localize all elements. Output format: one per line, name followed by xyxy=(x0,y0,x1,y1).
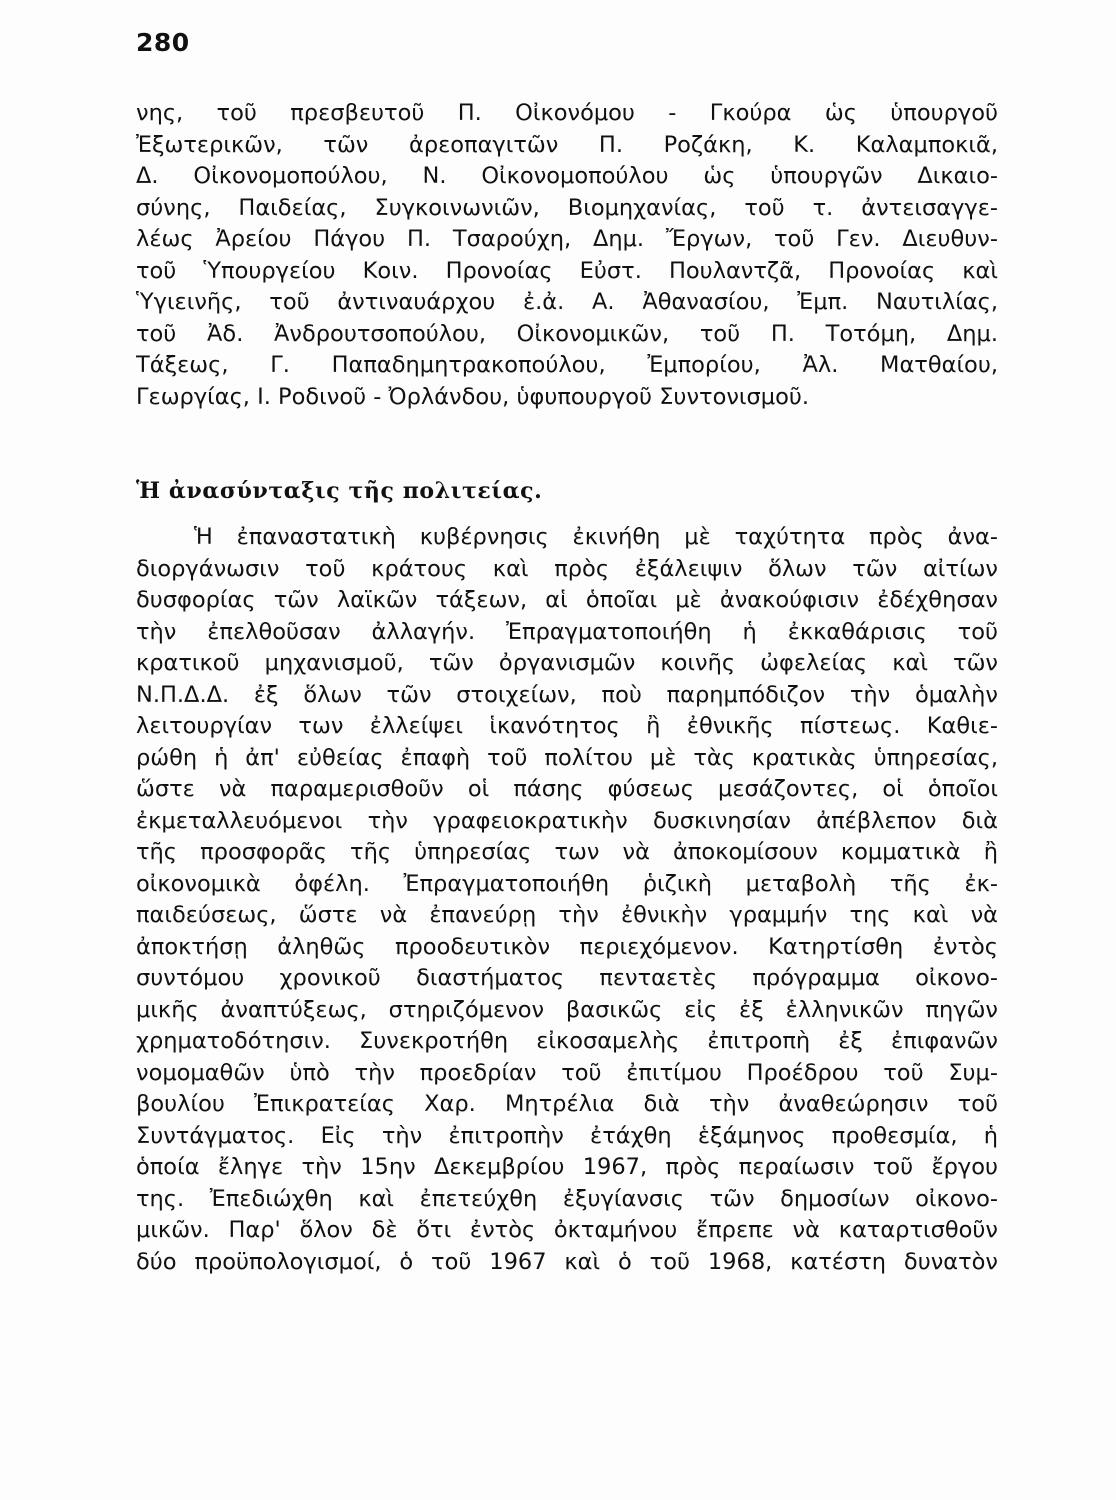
text-line: παιδεύσεως, ὥστε νὰ ἐπανεύρῃ τὴν ἐθνικὴν γραμμήν της καὶ νὰ xyxy=(136,902,998,928)
text-line: κρατικοῦ μηχανισμοῦ, τῶν ὀργανισμῶν κοινῆς ὠφελείας καὶ τῶν xyxy=(136,650,998,676)
text-line: ἀποκτήσῃ ἀληθῶς προοδευτικὸν περιεχόμενον. Κατηρτίσθη ἐντὸς xyxy=(136,933,998,960)
text-line: Ν.Π.Δ.Δ. ἐξ ὅλων τῶν στοιχείων, ποὺ παρημπόδιζον τὴν ὁμαλὴν xyxy=(136,681,998,708)
section-heading: Ἡ ἀνασύνταξις τῆς πολιτείας. xyxy=(136,478,543,504)
text-line: τοῦ Ὑπουργείου Κοιν. Προνοίας Εὐστ. Πουλαντζᾶ, Προνοίας καὶ xyxy=(136,257,998,284)
text-line: Τάξεως, Γ. Παπαδημητρακοπούλου, Ἐμπορίου, Ἀλ. Ματθαίου, xyxy=(136,352,998,378)
text-line: Ἡ ἐπαναστατικὴ κυβέρνησις ἐκινήθη μὲ ταχύτητα πρὸς ἀνα- xyxy=(194,524,998,550)
text-line: οἰκονομικὰ ὀφέλη. Ἐπραγματοποιήθη ῥιζικὴ μεταβολὴ τῆς ἐκ- xyxy=(136,870,998,897)
text-line: ὁποία ἔληγε τὴν 15ην Δεκεμβρίου 1967, πρὸς περαίωσιν τοῦ ἔργου xyxy=(136,1154,998,1180)
text-line: Δ. Οἰκονομοπούλου, Ν. Οἰκονομοπούλου ὡς ὑπουργῶν Δικαιο- xyxy=(136,163,998,189)
text-line: νης, τοῦ πρεσβευτοῦ Π. Οἰκονόμου - Γκούρα ὡς ὑπουργοῦ xyxy=(136,100,998,126)
text-line: λέως Ἀρείου Πάγου Π. Τσαρούχη, Δημ. Ἔργων, τοῦ Γεν. Διευθυν- xyxy=(136,226,998,252)
text-line: της. Ἐπεδιώχθη καὶ ἐπετεύχθη ἐξυγίανσις τῶν δημοσίων οἰκονο- xyxy=(136,1185,998,1212)
text-line: μικῶν. Παρ' ὅλον δὲ ὅτι ἐντὸς ὀκταμήνου ἔπρεπε νὰ καταρτισθοῦν xyxy=(136,1217,998,1243)
text-line: συντόμου χρονικοῦ διαστήματος πενταετὲς πρόγραμμα οἰκονο- xyxy=(136,965,998,991)
paragraph-continued xyxy=(136,98,998,413)
page-number: 280 xyxy=(136,28,190,57)
text-line: σύνης, Παιδείας, Συγκοινωνιῶν, Βιομηχανίας, τοῦ τ. ἀντεισαγγε- xyxy=(136,194,998,221)
text-line: ἐκμεταλλευόμενοι τὴν γραφειοκρατικὴν δυσκινησίαν ἀπέβλεπον διὰ xyxy=(136,807,998,834)
text-line: λειτουργίαν των ἐλλείψει ἱκανότητος ἢ ἐθνικῆς πίστεως. Καθιε- xyxy=(136,713,998,739)
paragraph-main xyxy=(136,522,998,1278)
text-line: χρηματοδότησιν. Συνεκροτήθη εἰκοσαμελὴς ἐπιτροπὴ ἐξ ἐπιφανῶν xyxy=(136,1028,998,1054)
text-line: Ἐξωτερικῶν, τῶν ἀρεοπαγιτῶν Π. Ροζάκη, Κ. Καλαμποκιᾶ, xyxy=(136,131,998,158)
text-line: τὴν ἐπελθοῦσαν ἀλλαγήν. Ἐπραγματοποιήθη ἡ ἐκκαθάρισις τοῦ xyxy=(136,618,998,645)
text-line: τῆς προσφορᾶς τῆς ὑπηρεσίας των νὰ ἀποκομίσουν κομματικὰ ἢ xyxy=(136,839,998,865)
text-line: βουλίου Ἐπικρατείας Χαρ. Μητρέλια διὰ τὴν ἀναθεώρησιν τοῦ xyxy=(136,1091,998,1117)
text-line: ρώθη ἡ ἀπ' εὐθείας ἐπαφὴ τοῦ πολίτου μὲ τὰς κρατικὰς ὑπηρεσίας, xyxy=(136,744,998,771)
text-line: Συντάγματος. Εἰς τὴν ἐπιτροπὴν ἐτάχθη ἑξάμηνος προθεσμία, ἡ xyxy=(136,1122,998,1149)
text-line: δυσφορίας τῶν λαϊκῶν τάξεων, αἱ ὁποῖαι μὲ ἀνακούφισιν ἐδέχθησαν xyxy=(136,587,998,613)
text-line: Ὑγιεινῆς, τοῦ ἀντιναυάρχου ἐ.ἀ. Α. Ἀθανασίου, Ἐμπ. Ναυτιλίας, xyxy=(136,289,998,315)
text-line: νομομαθῶν ὑπὸ τὴν προεδρίαν τοῦ ἐπιτίμου Προέδρου τοῦ Συμ- xyxy=(136,1059,998,1086)
text-line: μικῆς ἀναπτύξεως, στηριζόμενον βασικῶς εἰς ἐξ ἑλληνικῶν πηγῶν xyxy=(136,996,998,1023)
text-line: τοῦ Ἀδ. Ἀνδρουτσοπούλου, Οἰκονομικῶν, τοῦ Π. Τοτόμη, Δημ. xyxy=(136,320,998,347)
text-line: ὥστε νὰ παραμερισθοῦν οἱ πάσης φύσεως μεσάζοντες, οἱ ὁποῖοι xyxy=(136,776,998,802)
text-line: δύο προϋπολογισμοί, ὁ τοῦ 1967 καὶ ὁ τοῦ 1968, κατέστη δυνατὸν xyxy=(136,1248,998,1275)
text-line: διοργάνωσιν τοῦ κράτους καὶ πρὸς ἐξάλειψιν ὅλων τῶν αἰτίων xyxy=(136,555,998,582)
text-line: Γεωργίας, Ι. Ροδινοῦ - Ὀρλάνδου, ὑφυπουργοῦ Συντονισμοῦ. xyxy=(136,383,810,410)
